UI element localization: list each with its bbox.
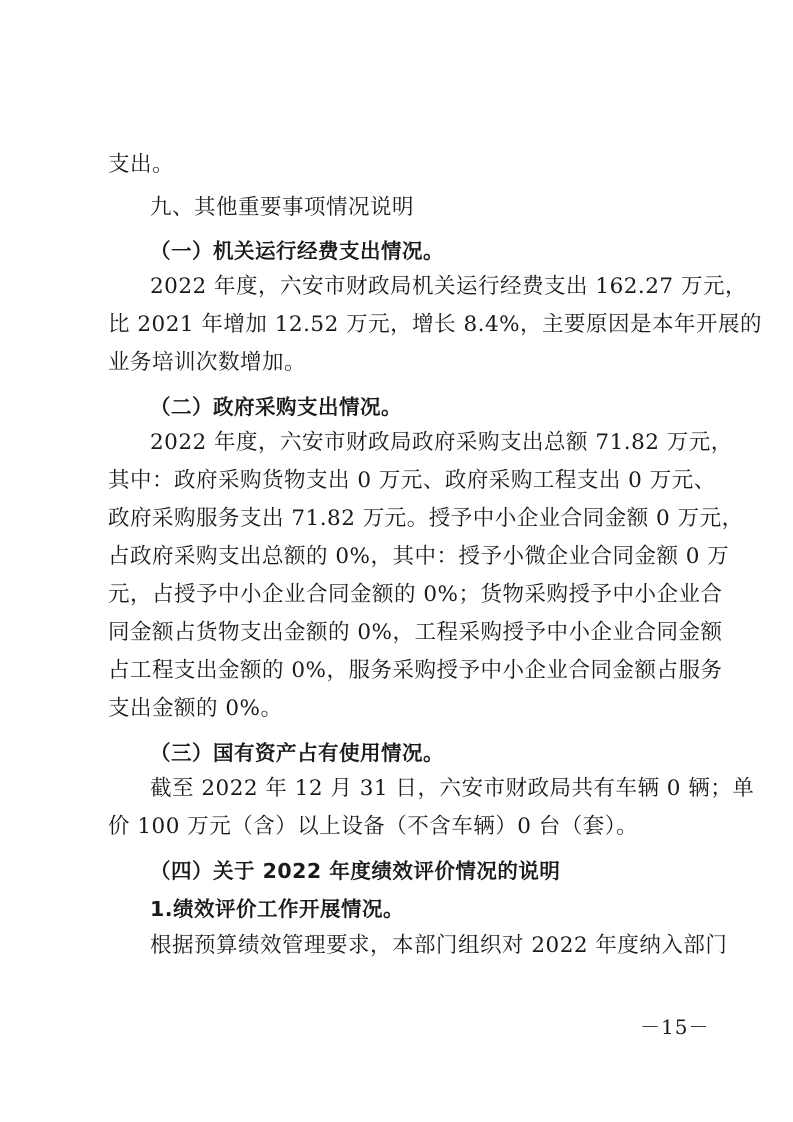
paragraph-line: 根据预算绩效管理要求，本部门组织对 2022 年度纳入部门	[150, 933, 728, 958]
page-number: －15－	[640, 1015, 710, 1039]
paragraph-line: 同金额占货物支出金额的 0%，工程采购授予中小企业合同金额	[108, 620, 723, 645]
paragraph-line: 2022 年度，六安市财政局政府采购支出总额 71.82 万元，	[150, 430, 733, 455]
paragraph-line: 价 100 万元（含）以上设备（不含车辆）0 台（套）。	[108, 814, 638, 839]
paragraph-line: 支出金额的 0%。	[108, 696, 283, 721]
paragraph-line: 业务培训次数增加。	[108, 350, 307, 375]
paragraph-line: 占政府采购支出总额的 0%，其中：授予小微企业合同金额 0 万	[108, 544, 730, 569]
paragraph-line: 比 2021 年增加 12.52 万元，增长 8.4%，主要原因是本年开展的	[108, 312, 763, 337]
paragraph-line: 2022 年度，六安市财政局机关运行经费支出 162.27 万元，	[150, 274, 747, 299]
paragraph-line: 支出。	[108, 152, 175, 177]
paragraph-line: 其中：政府采购货物支出 0 万元、政府采购工程支出 0 万元、	[108, 468, 716, 493]
section-heading: 九、其他重要事项情况说明	[150, 195, 415, 220]
subsection-heading: 1.绩效评价工作开展情况。	[150, 897, 405, 921]
subsection-heading: （三）国有资产占有使用情况。	[150, 741, 444, 765]
paragraph-line: 元，占授予中小企业合同金额的 0%；货物采购授予中小企业合	[108, 582, 723, 607]
subsection-heading: （二）政府采购支出情况。	[150, 395, 402, 419]
paragraph-line: 截至 2022 年 12 月 31 日，六安市财政局共有车辆 0 辆；单	[150, 776, 755, 801]
paragraph-line: 占工程支出金额的 0%，服务采购授予中小企业合同金额占服务	[108, 658, 723, 683]
subsection-heading: （一）机关运行经费支出情况。	[150, 239, 444, 263]
paragraph-line: 政府采购服务支出 71.82 万元。授予中小企业合同金额 0 万元，	[108, 506, 744, 531]
subsection-heading: （四）关于 2022 年度绩效评价情况的说明	[150, 859, 561, 883]
